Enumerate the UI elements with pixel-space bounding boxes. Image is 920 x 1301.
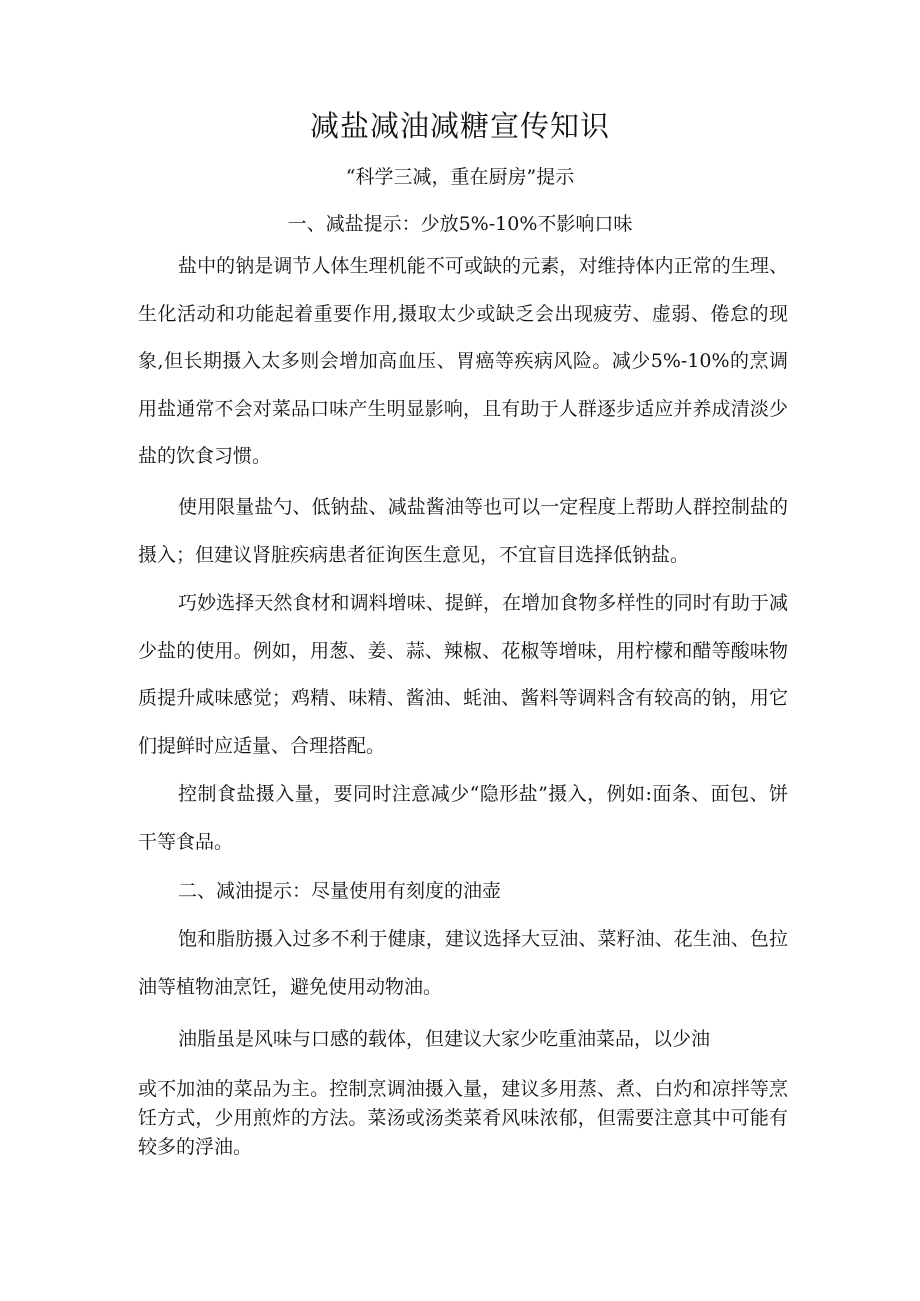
section-heading-salt: 一、减盐提示：少放5%-10%不影响口味	[287, 213, 633, 235]
paragraph-hidden-salt: 控制食盐摄入量，要同时注意减少“隐形盐”摄入，例如:面条、面包、饼干等食品。	[138, 783, 788, 853]
document-title: 减盐减油减糖宣传知识	[309, 109, 610, 143]
section-heading-oil: 二、减油提示：尽量使用有刻度的油壶	[178, 880, 502, 902]
paragraph-oil-flavor: 油脂虽是风味与口感的载体，但建议大家少吃重油菜品，以少油	[178, 1028, 711, 1050]
paragraph-saturated-fat: 饱和脂肪摄入过多不利于健康，建议选择大豆油、菜籽油、花生油、色拉油等植物油烹饪，避免使用动物油。	[138, 928, 788, 998]
paragraph-salt-sodium: 盐中的钠是调节人体生理机能不可或缺的元素，对维持体内正常的生理、生化活动和功能起着重要作用,摄取太少或缺乏会出现疲劳、虚弱、倦怠的现象,但长期摄入太多则会增加高血压、胃癌等疾病风险。减少5%-10%的烹调用盐通常不会对菜品口味产生明显影响，且有助于人群逐步适应并养成清淡少盐的饮食习惯。	[138, 255, 788, 467]
paragraph-salt-seasoning: 巧妙选择天然食材和调料增味、提鲜，在增加食物多样性的同时有助于减少盐的使用。例如，用葱、姜、蒜、辣椒、花椒等增味，用柠檬和醋等酸味物质提升咸味感觉；鸡精、味精、酱油、蚝油、酱料等调料含有较高的钠，用它们提鲜时应适量、合理搭配。	[138, 592, 788, 757]
paragraph-cooking-methods: 或不加油的菜品为主。控制烹调油摄入量，建议多用蒸、煮、白灼和凉拌等烹饪方式，少用煎炸的方法。菜汤或汤类菜肴风味浓郁，但需要注意其中可能有较多的浮油。	[138, 1078, 788, 1158]
paragraph-salt-tools: 使用限量盐勺、低钠盐、减盐酱油等也可以一定程度上帮助人群控制盐的摄入；但建议肾脏疾病患者征询医生意见，不宜盲目选择低钠盐。	[138, 496, 788, 566]
document-subtitle: “科学三减，重在厨房”提示	[345, 166, 575, 188]
